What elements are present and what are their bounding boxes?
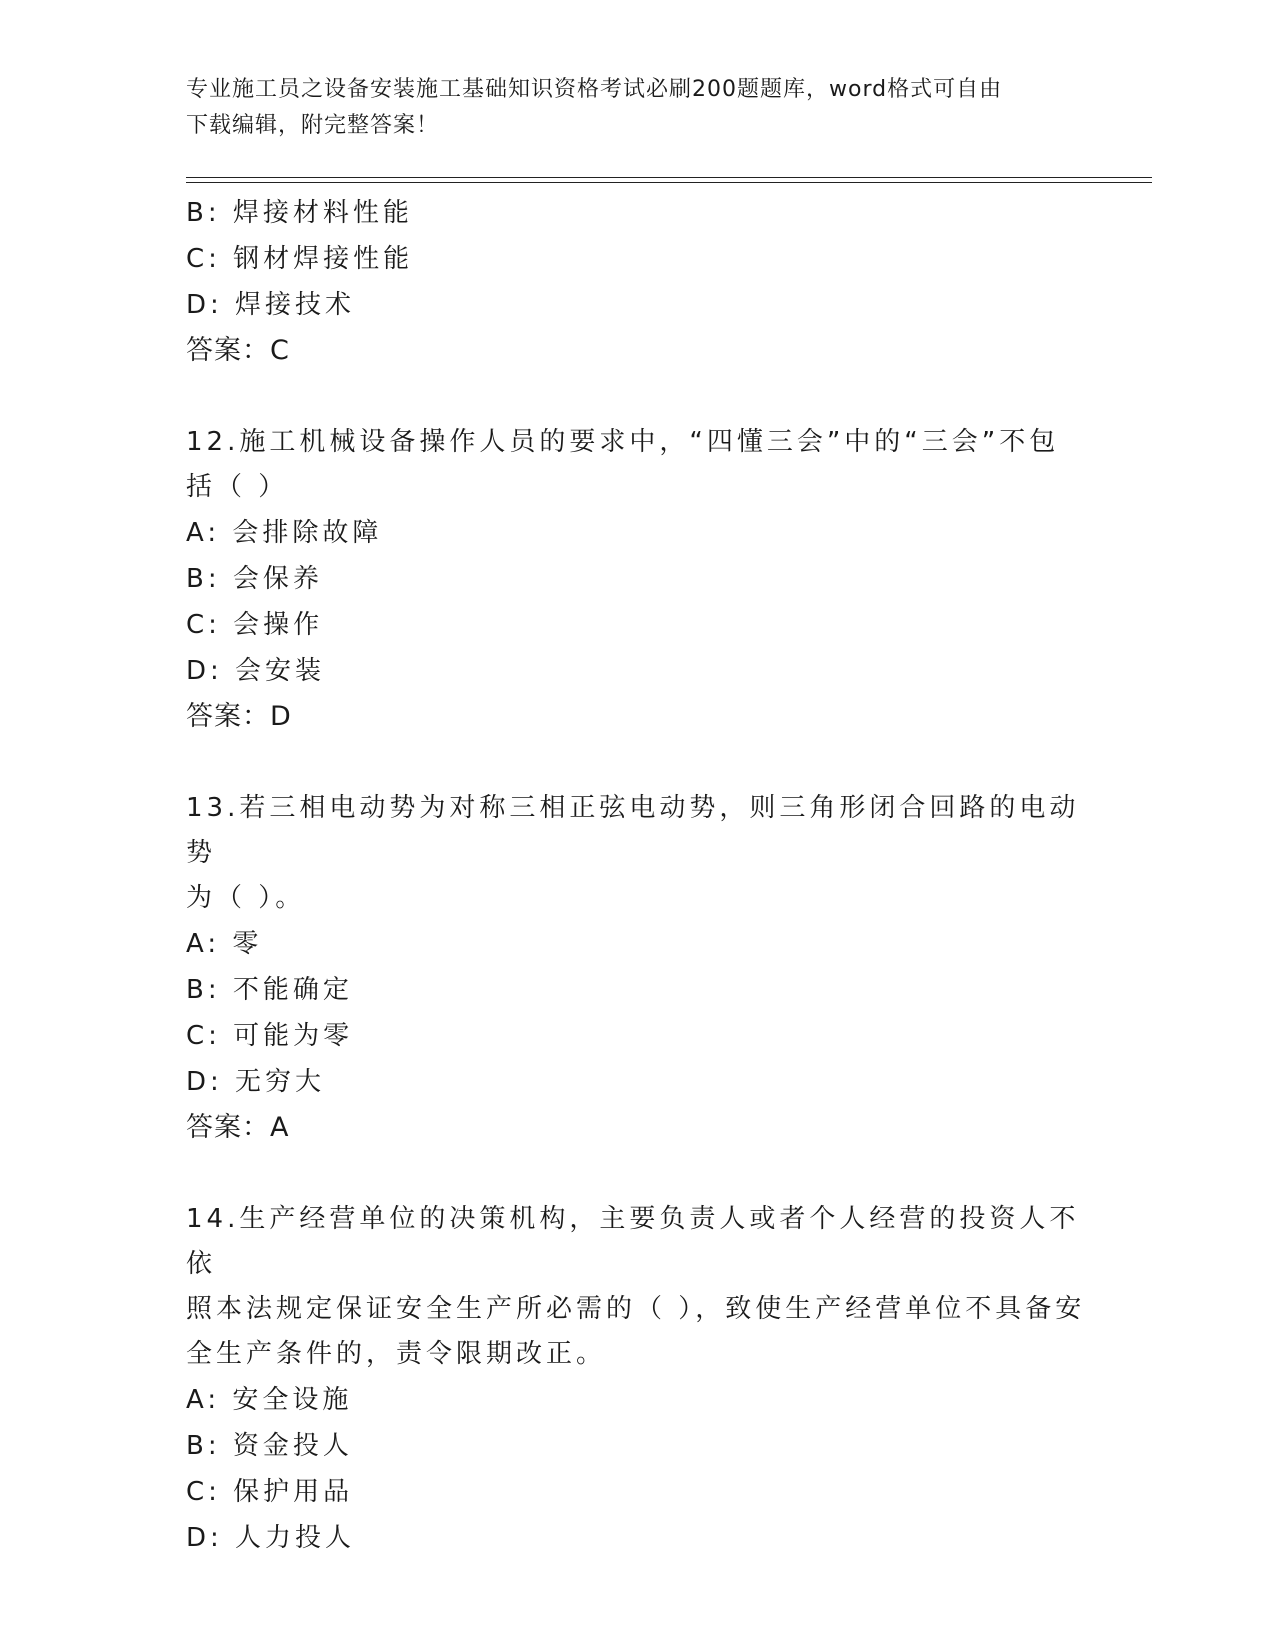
- header-divider-bottom: [186, 182, 1152, 183]
- option-c: C: 可能为零: [186, 1021, 354, 1051]
- option-b: B: 资金投人: [186, 1431, 353, 1461]
- option-b: B: 焊接材料性能: [186, 198, 413, 228]
- question-13: [186, 786, 1086, 1151]
- option-a: A: 会排除故障: [186, 518, 383, 548]
- spacer: [186, 740, 1086, 786]
- question-text-line: 12.施工机械设备操作人员的要求中，“四懂三会”中的“三会”不包: [186, 427, 1060, 457]
- question-text-line: 全生产条件的，责令限期改正。: [186, 1339, 607, 1369]
- document-header: [186, 72, 1066, 144]
- answer-line: 答案：A: [186, 1112, 290, 1143]
- option-c: C: 钢材焊接性能: [186, 244, 414, 274]
- option-b: B: 会保养: [186, 564, 323, 594]
- option-a: A: 零: [186, 929, 263, 959]
- answer-line: 答案：C: [186, 335, 290, 366]
- option-d: D: 焊接技术: [186, 290, 356, 320]
- header-line-2: 下载编辑，附完整答案！: [186, 113, 440, 138]
- option-b: B: 不能确定: [186, 975, 353, 1005]
- option-a: A: 安全设施: [186, 1385, 353, 1415]
- question-text-line: 为（ ）。: [186, 883, 306, 913]
- question-text-line: 括（ ）: [186, 472, 289, 502]
- option-d: D: 无穷大: [186, 1067, 326, 1097]
- option-c: C: 保护用品: [186, 1477, 354, 1507]
- option-c: C: 会操作: [186, 610, 324, 640]
- spacer: [186, 374, 1086, 420]
- option-d: D: 会安装: [186, 656, 326, 686]
- question-text-line: 14.生产经营单位的决策机构，主要负责人或者个人经营的投资人不依: [186, 1204, 1080, 1279]
- question-14: [186, 1197, 1086, 1561]
- header-divider-top: [186, 177, 1152, 178]
- option-d: D: 人力投人: [186, 1523, 356, 1553]
- question-content: [186, 190, 1086, 1561]
- answer-line: 答案：D: [186, 701, 292, 732]
- question-text-line: 13.若三相电动势为对称三相正弦电动势，则三角形闭合回路的电动势: [186, 793, 1080, 868]
- question-12: [186, 420, 1086, 740]
- question-text-line: 照本法规定保证安全生产所必需的（ ），致使生产经营单位不具备安: [186, 1294, 1086, 1324]
- spacer: [186, 1151, 1086, 1197]
- question-11-continuation: [186, 190, 1086, 374]
- header-line-1: 专业施工员之设备安装施工基础知识资格考试必刷200题题库，word格式可自由: [186, 77, 1003, 102]
